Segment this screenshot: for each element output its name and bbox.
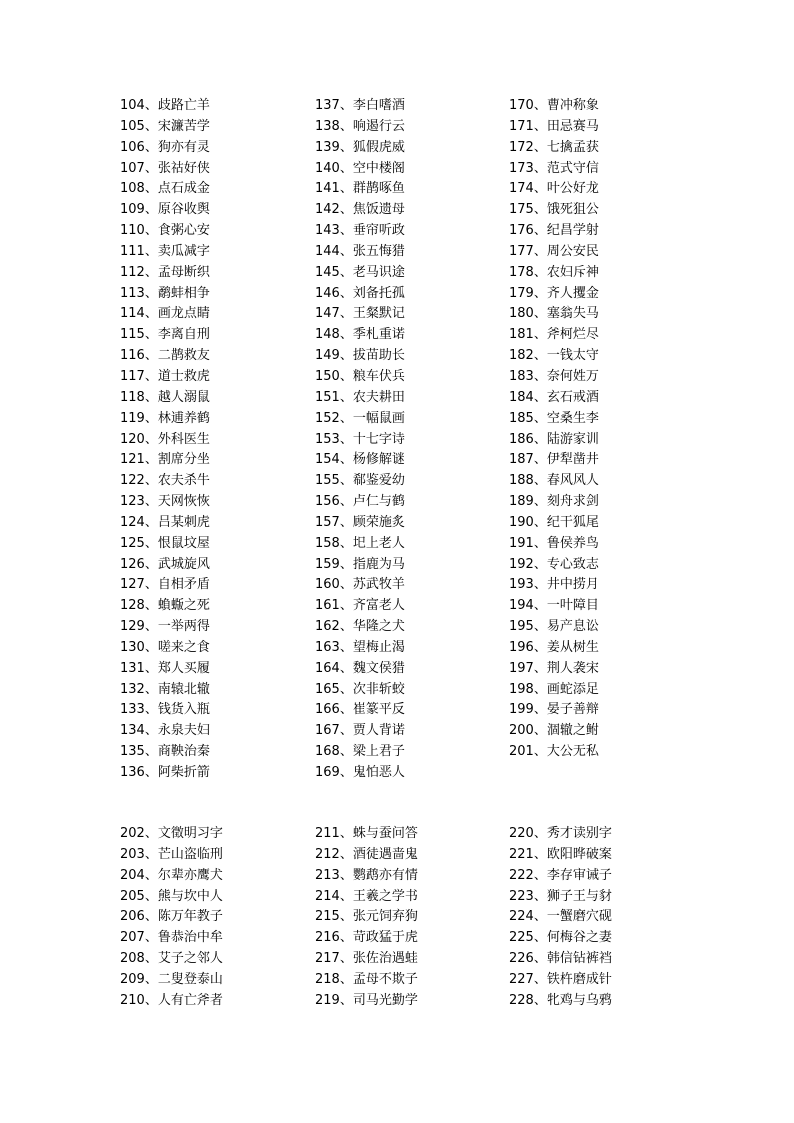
list-item: 140、空中楼阁 xyxy=(315,160,405,176)
list-item: 193、井中捞月 xyxy=(509,577,599,593)
column-1 xyxy=(120,96,210,784)
list-item: 197、荆人袭宋 xyxy=(509,660,599,676)
list-item: 122、农夫杀牛 xyxy=(120,473,210,489)
list-item: 109、原谷收舆 xyxy=(120,202,210,218)
list-item: 201、大公无私 xyxy=(509,744,599,760)
list-item: 120、外科医生 xyxy=(120,431,210,447)
list-item: 182、一钱太守 xyxy=(509,348,599,364)
list-item: 151、农夫耕田 xyxy=(315,389,405,405)
list-item: 198、画蛇添足 xyxy=(509,681,599,697)
list-item: 132、南辕北辙 xyxy=(120,681,210,697)
list-item: 223、狮子王与豺 xyxy=(509,888,612,904)
list-item: 131、郑人买履 xyxy=(120,660,210,676)
list-item: 134、永泉夫妇 xyxy=(120,723,210,739)
list-item: 121、割席分坐 xyxy=(120,452,210,468)
list-item: 137、李白嗜酒 xyxy=(315,98,405,113)
list-item: 135、商鞅治秦 xyxy=(120,744,210,760)
list-item: 194、一叶障目 xyxy=(509,598,599,614)
list-item: 136、阿柴折箭 xyxy=(120,765,210,780)
list-item: 104、歧路亡羊 xyxy=(120,98,210,113)
list-item: 172、七擒孟获 xyxy=(509,139,599,155)
list-item: 207、鲁恭治中牟 xyxy=(120,930,223,946)
list-item: 191、鲁侯养鸟 xyxy=(509,535,599,551)
list-item: 168、梁上君子 xyxy=(315,744,405,760)
list-item: 176、纪昌学射 xyxy=(509,223,599,239)
list-item: 128、蝜蝂之死 xyxy=(120,598,210,614)
list-item: 213、鹦鹉亦有情 xyxy=(315,867,418,883)
list-item: 161、齐富老人 xyxy=(315,598,405,614)
list-item: 192、专心致志 xyxy=(509,556,599,572)
list-item: 145、老马识途 xyxy=(315,264,405,280)
list-item: 188、春风风人 xyxy=(509,473,599,489)
list-item: 116、二鹊救友 xyxy=(120,348,210,364)
column-1 xyxy=(120,824,223,1012)
list-item: 127、自相矛盾 xyxy=(120,577,210,593)
list-item: 214、王羲之学书 xyxy=(315,888,418,904)
list-item: 185、空桑生李 xyxy=(509,410,599,426)
list-item: 178、农妇斥神 xyxy=(509,264,599,280)
list-item: 186、陆游家训 xyxy=(509,431,599,447)
list-item: 105、宋濂苦学 xyxy=(120,118,210,134)
column-3 xyxy=(509,96,599,763)
list-item: 180、塞翁失马 xyxy=(509,306,599,322)
column-3 xyxy=(509,824,612,1012)
column-2 xyxy=(315,824,418,1012)
list-item: 181、斧柯烂尽 xyxy=(509,327,599,343)
list-item: 159、指鹿为马 xyxy=(315,556,405,572)
list-item: 167、贾人背诺 xyxy=(315,723,405,739)
list-item: 216、苛政猛于虎 xyxy=(315,930,418,946)
list-item: 206、陈万年教子 xyxy=(120,909,223,925)
list-item: 124、吕某刺虎 xyxy=(120,514,210,530)
list-item: 210、人有亡斧者 xyxy=(120,992,223,1008)
list-item: 190、纪干狐尾 xyxy=(509,514,599,530)
list-item: 162、华隆之犬 xyxy=(315,619,405,635)
list-item: 115、李离自刑 xyxy=(120,327,210,343)
list-item: 195、易产息讼 xyxy=(509,619,599,635)
list-item: 163、望梅止渴 xyxy=(315,639,405,655)
list-item: 196、姜从树生 xyxy=(509,639,599,655)
list-item: 170、曹冲称象 xyxy=(509,98,599,113)
list-item: 125、恨鼠坟屋 xyxy=(120,535,210,551)
list-item: 204、尔辈亦鹰犬 xyxy=(120,867,223,883)
list-item: 174、叶公好龙 xyxy=(509,181,599,197)
list-item: 221、欧阳晔破案 xyxy=(509,846,612,862)
list-item: 114、画龙点睛 xyxy=(120,306,210,322)
list-item: 171、田忌赛马 xyxy=(509,118,599,134)
column-2 xyxy=(315,96,405,784)
list-item: 158、圯上老人 xyxy=(315,535,405,551)
list-item: 177、周公安民 xyxy=(509,243,599,259)
list-item: 157、顾荣施炙 xyxy=(315,514,405,530)
list-item: 224、一蟹磨穴砚 xyxy=(509,909,612,925)
list-item: 169、鬼怕恶人 xyxy=(315,765,405,780)
list-item: 144、张五悔猎 xyxy=(315,243,405,259)
list-item: 117、道士救虎 xyxy=(120,368,210,384)
list-item: 205、熊与坎中人 xyxy=(120,888,223,904)
list-item: 126、武城旋风 xyxy=(120,556,210,572)
list-item: 209、二叟登泰山 xyxy=(120,971,223,987)
list-item: 166、崔篆平反 xyxy=(315,702,405,718)
list-item: 160、苏武牧羊 xyxy=(315,577,405,593)
list-item: 227、铁杵磨成针 xyxy=(509,971,612,987)
list-item: 189、刻舟求剑 xyxy=(509,494,599,510)
list-item: 139、狐假虎威 xyxy=(315,139,405,155)
list-item: 118、越人溺鼠 xyxy=(120,389,210,405)
list-item: 146、刘备托孤 xyxy=(315,285,405,301)
list-item: 113、鹬蚌相争 xyxy=(120,285,210,301)
list-item: 173、范式守信 xyxy=(509,160,599,176)
list-item: 211、蛛与蚕问答 xyxy=(315,826,418,841)
list-item: 143、垂帘听政 xyxy=(315,223,405,239)
list-item: 110、食粥心安 xyxy=(120,223,210,239)
list-item: 106、狗亦有灵 xyxy=(120,139,210,155)
list-item: 147、王粲默记 xyxy=(315,306,405,322)
list-item: 199、晏子善辩 xyxy=(509,702,599,718)
list-item: 108、点石成金 xyxy=(120,181,210,197)
list-item: 200、涸辙之鲋 xyxy=(509,723,599,739)
list-item: 123、天网恢恢 xyxy=(120,494,210,510)
list-item: 111、卖瓜减字 xyxy=(120,243,210,259)
list-item: 155、郗鉴爱幼 xyxy=(315,473,405,489)
list-item: 222、李存审诫子 xyxy=(509,867,612,883)
list-item: 141、群鹊啄鱼 xyxy=(315,181,405,197)
list-item: 184、玄石戒酒 xyxy=(509,389,599,405)
list-item: 218、孟母不欺子 xyxy=(315,971,418,987)
list-item: 220、秀才读别字 xyxy=(509,826,612,841)
list-item: 153、十七字诗 xyxy=(315,431,405,447)
list-item: 225、何梅谷之妻 xyxy=(509,930,612,946)
list-item: 154、杨修解谜 xyxy=(315,452,405,468)
list-item: 149、拔苗助长 xyxy=(315,348,405,364)
list-item: 202、文徵明习字 xyxy=(120,826,223,841)
list-item: 133、钱货入瓶 xyxy=(120,702,210,718)
list-item: 152、一幅鼠画 xyxy=(315,410,405,426)
list-item: 164、魏文侯猎 xyxy=(315,660,405,676)
list-item: 226、韩信钻裤裆 xyxy=(509,951,612,967)
list-item: 203、芒山盗临刑 xyxy=(120,846,223,862)
list-item: 219、司马光勤学 xyxy=(315,992,418,1008)
list-item: 212、酒徒遇啬鬼 xyxy=(315,846,418,862)
list-item: 165、次非斩蛟 xyxy=(315,681,405,697)
list-item: 175、饿死狙公 xyxy=(509,202,599,218)
list-item: 156、卢仁与鹤 xyxy=(315,494,405,510)
list-item: 112、孟母断织 xyxy=(120,264,210,280)
list-item: 183、奈何姓万 xyxy=(509,368,599,384)
list-item: 142、焦饭遗母 xyxy=(315,202,405,218)
list-item: 130、嗟来之食 xyxy=(120,639,210,655)
list-item: 150、粮车伏兵 xyxy=(315,368,405,384)
list-item: 217、张佐治遇蛙 xyxy=(315,951,418,967)
list-item: 208、艾子之邻人 xyxy=(120,951,223,967)
list-item: 107、张祜好侠 xyxy=(120,160,210,176)
list-item: 119、林逋养鹤 xyxy=(120,410,210,426)
list-item: 138、响遏行云 xyxy=(315,118,405,134)
list-item: 129、一举两得 xyxy=(120,619,210,635)
list-item: 179、齐人攫金 xyxy=(509,285,599,301)
list-item: 228、牝鸡与乌鸦 xyxy=(509,992,612,1008)
list-item: 215、张元饲弃狗 xyxy=(315,909,418,925)
list-item: 187、伊犁凿井 xyxy=(509,452,599,468)
list-item: 148、季札重诺 xyxy=(315,327,405,343)
